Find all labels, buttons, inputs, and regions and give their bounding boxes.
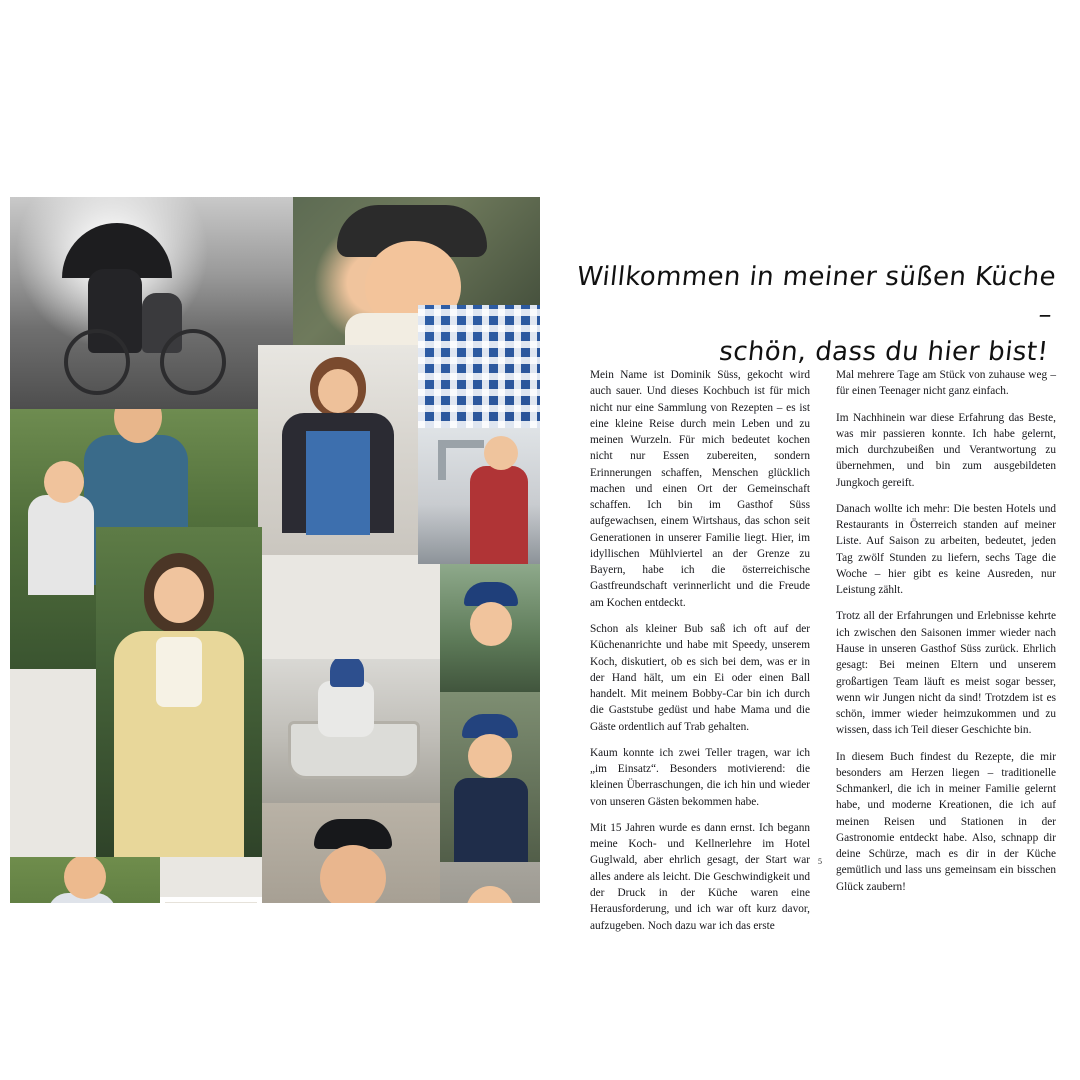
faucet-shape xyxy=(438,440,446,480)
photo-boy-in-wheelbarrow-image xyxy=(262,659,440,803)
photo-boy-in-wheelbarrow xyxy=(262,659,440,803)
photo-kitchen-lady xyxy=(258,345,418,555)
photo-boy-green-shirt xyxy=(262,803,440,903)
paragraph: Mein Name ist Dominik Süss, gekocht wird auch sauer. Und dieses Kochbuch ist für mich nicht nur eine Sammlung von Rezepten – es ist eine kleine Reise durch mein Leben und zu meinen Wurzeln. Für mich bedeutet kochen nicht nur Essen zubereiten, sondern Erinnerungen schaffen, Menschen glücklich machen und einen Ort der Gemeinschaft schaffen. Ich bin im Gasthof Süss aufgewachsen, einem Wirtshaus, das schon seit Generationen in unserer Familie liegt. Hier, im idyllischen Mühlviertel an der Grenze zu Bayern, habe ich die österreichische Gastfreundschaft verinnerlicht und die Freude am Kochen entdeckt. xyxy=(590,369,810,609)
photo-kitchen-lady-image xyxy=(258,345,418,555)
body-text-columns xyxy=(590,367,1057,944)
page-title-line-1: Willkommen in meiner süßen Küche – xyxy=(575,262,1058,330)
page-title xyxy=(554,259,1058,372)
text-page xyxy=(560,197,1060,932)
photo-boy-at-sink-image xyxy=(418,428,540,564)
photo-blue-checked-shirt-image xyxy=(418,305,540,428)
text-column-left xyxy=(590,367,810,944)
photo-boy-with-cap-image xyxy=(440,564,540,692)
toddler-shape xyxy=(28,495,94,595)
photo-boy-green-shirt-image xyxy=(262,803,440,903)
paragraph: Danach wollte ich mehr: Die besten Hotels und Restaurants in Österreich standen auf meiner Liste. Auf Saison zu arbeiten, bedeutet, jeden Tag zwölf Stunden zu liefern, sechs Tage die Woche – hier gibt es keine Ausreden, nur Leistung zählt. xyxy=(836,502,1056,597)
paragraph: Schon als kleiner Bub saß ich oft auf der Küchenanrichte und habe mit Speedy, unserem Koch, diskutiert, ob es sich bei dem, was er in der Hand hält, um ein Ei oder einen Ball handelt. Mit meinem Bobby-Car bin ich durch die Gaststube gedüst und habe Mama und die Gäste ordentlich auf Trab gehalten. xyxy=(590,622,810,733)
photo-clapping-boy-image xyxy=(440,692,540,862)
photo-boy-red-shirt-toy-image xyxy=(440,862,540,903)
photo-collage xyxy=(10,197,540,903)
boy-shape xyxy=(48,893,116,903)
torso-shape xyxy=(454,778,528,862)
photo-blue-checked-shirt xyxy=(418,305,540,428)
photo-clapping-boy xyxy=(440,692,540,862)
boy-shape xyxy=(470,466,528,564)
paragraph: Mit 15 Jahren wurde es dann ernst. Ich begann meine Koch- und Kellnerlehre im Hotel Guglwald, aber ehrlich gesagt, der Start war alles andere als leicht. Die Geschwindigkeit und der Druck in der Küche waren eine Herausforderung, und ich war oft kurz davor, aufzugeben. Noch dazu war ich das erste xyxy=(590,821,810,932)
paragraph: Mal mehrere Tage am Stück von zuhause weg – für einen Teenager nicht ganz einfach. xyxy=(836,369,1056,398)
photo-woman-in-dirndl-image xyxy=(96,527,262,857)
photo-boy-in-garden-image xyxy=(10,857,160,903)
text-column-right xyxy=(836,367,1056,944)
dirndl-shape xyxy=(114,631,244,857)
bicycle-wheel-rear xyxy=(160,329,226,395)
face-shape xyxy=(318,369,358,413)
bicycle-wheel-front xyxy=(64,329,130,395)
paragraph: In diesem Buch findest du Rezepte, die mir besonders am Herzen liegen – traditionelle Schmankerl, die ich in meiner Familie gelernt habe, und moderne Kreationen, die ich auf meinen Reisen und Stationen in der Gastronomie entdeckt habe. Also, schnapp dir deine Schürze, mach es dir in der Küche gemütlich und lass uns gemeinsam ein bisschen Glück zaubern! xyxy=(836,750,1056,893)
face-shape xyxy=(468,734,512,778)
apron-shape xyxy=(306,431,370,535)
face-shape xyxy=(154,567,204,623)
paragraph: Kaum konnte ich zwei Teller tragen, war ich „im Einsatz“. Besonders motivierend: die kleinen Überraschungen, die ich hin und wieder von unseren Gästen bekommen habe. xyxy=(590,746,810,808)
photo-bike-in-rain-image xyxy=(10,197,293,409)
face-shape xyxy=(470,602,512,646)
photo-boy-red-shirt-toy xyxy=(440,862,540,903)
photo-bike-in-rain xyxy=(10,197,293,409)
page-title-line-2: schön, dass du hier bist! xyxy=(717,337,1050,368)
photo-boy-with-cap xyxy=(440,564,540,692)
photo-woman-in-dirndl xyxy=(96,527,262,857)
face-shape xyxy=(466,886,514,903)
photo-portrait-boy-image xyxy=(165,902,257,903)
paragraph: Im Nachhinein war diese Erfahrung das Beste, was mir passieren konnte. Ich habe gelernt, mich durchzubeißen und Verantwortung zu übernehmen, und bin zum ausgebildeten Jungkoch gereift. xyxy=(836,411,1056,489)
paragraph: Trotz all der Erfahrungen und Erlebnisse kehrte ich zwischen den Saisonen immer wieder nach Hause in unseren Gasthof Süss zurück. Ehrlich gesagt: Bei meinen Eltern und unserem großartigen Team läuft es meist sogar besser, wenn wir Jungen nicht da sind! Trotzdem ist es schön, immer wieder heimzukommen und zu wissen, dass ich Teil dieser Geschichte bin. xyxy=(836,610,1056,737)
photo-boy-at-sink xyxy=(418,428,540,564)
boy-shape xyxy=(318,681,374,737)
photo-portrait-boy xyxy=(160,897,262,903)
page-number: 5 xyxy=(818,857,822,866)
photo-boy-in-garden xyxy=(10,857,160,903)
face-shape xyxy=(320,845,386,903)
